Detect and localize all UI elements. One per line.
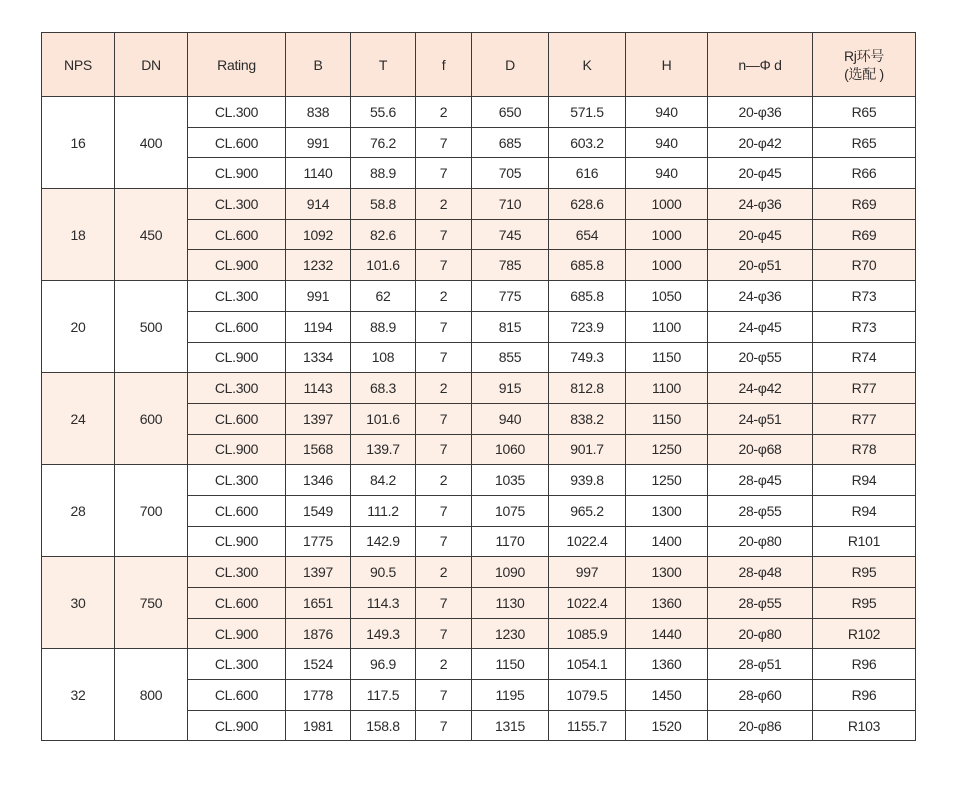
cell-t: 96.9 (351, 649, 416, 680)
cell-h: 1360 (626, 588, 708, 619)
cell-h: 1150 (626, 342, 708, 373)
cell-h: 1360 (626, 649, 708, 680)
cell-b: 1876 (286, 618, 351, 649)
cell-b: 1397 (286, 557, 351, 588)
cell-t: 84.2 (351, 465, 416, 496)
cell-nps: 20 (42, 281, 115, 373)
cell-k: 965.2 (549, 495, 626, 526)
cell-bolt-holes: 20-φ55 (708, 342, 813, 373)
cell-b: 1397 (286, 403, 351, 434)
cell-dn: 800 (115, 649, 188, 741)
cell-ring-joint: R69 (813, 219, 916, 250)
cell-dn: 600 (115, 373, 188, 465)
cell-ring-joint: R101 (813, 526, 916, 557)
cell-f: 7 (416, 495, 472, 526)
cell-t: 108 (351, 342, 416, 373)
cell-dn: 500 (115, 281, 188, 373)
cell-d: 775 (472, 281, 549, 312)
cell-b: 1334 (286, 342, 351, 373)
cell-k: 1085.9 (549, 618, 626, 649)
cell-bolt-holes: 20-φ45 (708, 158, 813, 189)
cell-b: 1778 (286, 680, 351, 711)
cell-bolt-holes: 20-φ86 (708, 710, 813, 741)
cell-bolt-holes: 24-φ42 (708, 373, 813, 404)
cell-ring-joint: R69 (813, 189, 916, 220)
cell-t: 68.3 (351, 373, 416, 404)
cell-ring-joint: R94 (813, 495, 916, 526)
cell-bolt-holes: 28-φ48 (708, 557, 813, 588)
cell-rating: CL.600 (188, 311, 286, 342)
cell-bolt-holes: 28-φ45 (708, 465, 813, 496)
cell-h: 940 (626, 97, 708, 128)
header-d: D (472, 33, 549, 97)
cell-dn: 750 (115, 557, 188, 649)
cell-f: 7 (416, 526, 472, 557)
cell-nps: 18 (42, 189, 115, 281)
header-h: H (626, 33, 708, 97)
cell-rating: CL.600 (188, 495, 286, 526)
cell-d: 1060 (472, 434, 549, 465)
cell-ring-joint: R78 (813, 434, 916, 465)
cell-f: 2 (416, 281, 472, 312)
cell-ring-joint: R65 (813, 127, 916, 158)
cell-d: 685 (472, 127, 549, 158)
cell-h: 1400 (626, 526, 708, 557)
cell-d: 1075 (472, 495, 549, 526)
cell-f: 7 (416, 127, 472, 158)
cell-f: 2 (416, 649, 472, 680)
cell-ring-joint: R95 (813, 588, 916, 619)
cell-f: 7 (416, 434, 472, 465)
cell-f: 7 (416, 219, 472, 250)
cell-k: 571.5 (549, 97, 626, 128)
cell-t: 88.9 (351, 158, 416, 189)
cell-k: 1054.1 (549, 649, 626, 680)
cell-f: 2 (416, 373, 472, 404)
cell-b: 1346 (286, 465, 351, 496)
cell-f: 7 (416, 588, 472, 619)
cell-h: 1300 (626, 495, 708, 526)
cell-rating: CL.300 (188, 465, 286, 496)
header-ring-joint (813, 33, 916, 97)
cell-h: 940 (626, 127, 708, 158)
cell-t: 117.5 (351, 680, 416, 711)
cell-d: 745 (472, 219, 549, 250)
cell-rating: CL.300 (188, 649, 286, 680)
header-rating: Rating (188, 33, 286, 97)
cell-ring-joint: R65 (813, 97, 916, 128)
cell-d: 650 (472, 97, 549, 128)
cell-f: 2 (416, 557, 472, 588)
cell-k: 685.8 (549, 281, 626, 312)
cell-f: 7 (416, 250, 472, 281)
table-row (42, 189, 916, 220)
cell-h: 940 (626, 158, 708, 189)
cell-b: 1194 (286, 311, 351, 342)
cell-h: 1000 (626, 219, 708, 250)
cell-d: 940 (472, 403, 549, 434)
cell-f: 2 (416, 465, 472, 496)
cell-ring-joint: R73 (813, 281, 916, 312)
cell-rating: CL.900 (188, 434, 286, 465)
cell-d: 915 (472, 373, 549, 404)
cell-t: 76.2 (351, 127, 416, 158)
cell-k: 685.8 (549, 250, 626, 281)
header-ring-joint-line1: Rj环号 (843, 47, 885, 64)
cell-t: 82.6 (351, 219, 416, 250)
cell-b: 1232 (286, 250, 351, 281)
cell-b: 991 (286, 127, 351, 158)
cell-t: 114.3 (351, 588, 416, 619)
header-row (42, 33, 916, 97)
cell-t: 58.8 (351, 189, 416, 220)
table-row (42, 97, 916, 128)
cell-b: 1524 (286, 649, 351, 680)
cell-d: 815 (472, 311, 549, 342)
cell-k: 723.9 (549, 311, 626, 342)
header-bolt-holes: n—Φ d (708, 33, 813, 97)
cell-b: 914 (286, 189, 351, 220)
cell-rating: CL.300 (188, 97, 286, 128)
cell-k: 939.8 (549, 465, 626, 496)
cell-ring-joint: R96 (813, 680, 916, 711)
cell-k: 628.6 (549, 189, 626, 220)
cell-ring-joint: R96 (813, 649, 916, 680)
cell-h: 1150 (626, 403, 708, 434)
flange-dimension-table (41, 32, 916, 741)
cell-b: 1651 (286, 588, 351, 619)
cell-b: 1143 (286, 373, 351, 404)
cell-b: 991 (286, 281, 351, 312)
table-row (42, 465, 916, 496)
cell-d: 785 (472, 250, 549, 281)
cell-h: 1250 (626, 434, 708, 465)
cell-bolt-holes: 24-φ51 (708, 403, 813, 434)
cell-bolt-holes: 28-φ60 (708, 680, 813, 711)
cell-rating: CL.900 (188, 158, 286, 189)
cell-rating: CL.900 (188, 526, 286, 557)
cell-t: 62 (351, 281, 416, 312)
cell-ring-joint: R73 (813, 311, 916, 342)
cell-h: 1100 (626, 311, 708, 342)
cell-k: 901.7 (549, 434, 626, 465)
header-k: K (549, 33, 626, 97)
cell-ring-joint: R77 (813, 403, 916, 434)
cell-rating: CL.600 (188, 219, 286, 250)
cell-rating: CL.900 (188, 618, 286, 649)
cell-t: 111.2 (351, 495, 416, 526)
cell-k: 1022.4 (549, 588, 626, 619)
cell-t: 142.9 (351, 526, 416, 557)
cell-rating: CL.300 (188, 281, 286, 312)
cell-k: 1155.7 (549, 710, 626, 741)
cell-rating: CL.900 (188, 250, 286, 281)
cell-bolt-holes: 28-φ55 (708, 588, 813, 619)
cell-d: 1130 (472, 588, 549, 619)
cell-bolt-holes: 28-φ55 (708, 495, 813, 526)
cell-rating: CL.600 (188, 127, 286, 158)
cell-k: 812.8 (549, 373, 626, 404)
cell-t: 158.8 (351, 710, 416, 741)
cell-k: 1022.4 (549, 526, 626, 557)
cell-d: 1195 (472, 680, 549, 711)
cell-t: 55.6 (351, 97, 416, 128)
header-b: B (286, 33, 351, 97)
cell-b: 838 (286, 97, 351, 128)
cell-rating: CL.300 (188, 557, 286, 588)
cell-h: 1520 (626, 710, 708, 741)
cell-k: 616 (549, 158, 626, 189)
cell-f: 7 (416, 311, 472, 342)
cell-d: 705 (472, 158, 549, 189)
table-row (42, 649, 916, 680)
cell-bolt-holes: 20-φ68 (708, 434, 813, 465)
cell-dn: 450 (115, 189, 188, 281)
cell-nps: 24 (42, 373, 115, 465)
cell-dn: 400 (115, 97, 188, 189)
cell-nps: 28 (42, 465, 115, 557)
cell-rating: CL.900 (188, 710, 286, 741)
cell-f: 7 (416, 710, 472, 741)
cell-rating: CL.300 (188, 373, 286, 404)
cell-d: 1035 (472, 465, 549, 496)
cell-t: 101.6 (351, 403, 416, 434)
cell-b: 1092 (286, 219, 351, 250)
cell-f: 7 (416, 403, 472, 434)
cell-h: 1000 (626, 189, 708, 220)
cell-d: 1150 (472, 649, 549, 680)
cell-d: 1230 (472, 618, 549, 649)
cell-k: 997 (549, 557, 626, 588)
header-f: f (416, 33, 472, 97)
cell-ring-joint: R94 (813, 465, 916, 496)
cell-ring-joint: R103 (813, 710, 916, 741)
table-row (42, 373, 916, 404)
cell-k: 838.2 (549, 403, 626, 434)
cell-k: 603.2 (549, 127, 626, 158)
cell-nps: 30 (42, 557, 115, 649)
header-ring-joint-line2: (选配 ) (844, 65, 884, 82)
header-dn: DN (115, 33, 188, 97)
cell-bolt-holes: 24-φ36 (708, 189, 813, 220)
cell-ring-joint: R95 (813, 557, 916, 588)
cell-h: 1300 (626, 557, 708, 588)
cell-b: 1568 (286, 434, 351, 465)
table-row (42, 281, 916, 312)
cell-bolt-holes: 20-φ42 (708, 127, 813, 158)
cell-bolt-holes: 20-φ80 (708, 618, 813, 649)
cell-t: 149.3 (351, 618, 416, 649)
cell-bolt-holes: 20-φ80 (708, 526, 813, 557)
cell-t: 101.6 (351, 250, 416, 281)
cell-bolt-holes: 24-φ45 (708, 311, 813, 342)
cell-nps: 32 (42, 649, 115, 741)
cell-h: 1050 (626, 281, 708, 312)
cell-bolt-holes: 20-φ45 (708, 219, 813, 250)
table-body (42, 97, 916, 741)
cell-ring-joint: R74 (813, 342, 916, 373)
cell-f: 2 (416, 97, 472, 128)
cell-f: 7 (416, 342, 472, 373)
cell-rating: CL.600 (188, 403, 286, 434)
cell-k: 1079.5 (549, 680, 626, 711)
cell-t: 90.5 (351, 557, 416, 588)
cell-rating: CL.300 (188, 189, 286, 220)
cell-bolt-holes: 20-φ51 (708, 250, 813, 281)
cell-ring-joint: R102 (813, 618, 916, 649)
header-t: T (351, 33, 416, 97)
cell-b: 1981 (286, 710, 351, 741)
cell-t: 139.7 (351, 434, 416, 465)
cell-t: 88.9 (351, 311, 416, 342)
cell-d: 1090 (472, 557, 549, 588)
cell-bolt-holes: 28-φ51 (708, 649, 813, 680)
cell-d: 1315 (472, 710, 549, 741)
cell-rating: CL.600 (188, 680, 286, 711)
table-row (42, 557, 916, 588)
cell-rating: CL.900 (188, 342, 286, 373)
cell-d: 1170 (472, 526, 549, 557)
cell-b: 1549 (286, 495, 351, 526)
cell-h: 1440 (626, 618, 708, 649)
cell-dn: 700 (115, 465, 188, 557)
cell-ring-joint: R70 (813, 250, 916, 281)
cell-b: 1140 (286, 158, 351, 189)
cell-b: 1775 (286, 526, 351, 557)
cell-ring-joint: R66 (813, 158, 916, 189)
cell-k: 749.3 (549, 342, 626, 373)
cell-h: 1250 (626, 465, 708, 496)
cell-k: 654 (549, 219, 626, 250)
cell-f: 7 (416, 680, 472, 711)
cell-h: 1100 (626, 373, 708, 404)
cell-nps: 16 (42, 97, 115, 189)
cell-d: 710 (472, 189, 549, 220)
cell-rating: CL.600 (188, 588, 286, 619)
cell-f: 2 (416, 189, 472, 220)
cell-d: 855 (472, 342, 549, 373)
cell-f: 7 (416, 618, 472, 649)
cell-f: 7 (416, 158, 472, 189)
cell-bolt-holes: 20-φ36 (708, 97, 813, 128)
cell-h: 1450 (626, 680, 708, 711)
cell-ring-joint: R77 (813, 373, 916, 404)
cell-h: 1000 (626, 250, 708, 281)
cell-bolt-holes: 24-φ36 (708, 281, 813, 312)
header-nps: NPS (42, 33, 115, 97)
